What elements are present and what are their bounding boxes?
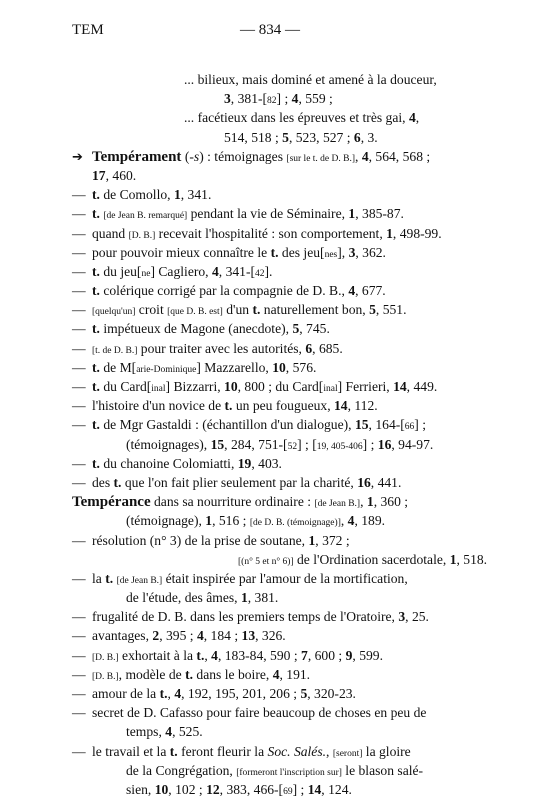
index-text: , 94-97. xyxy=(391,436,434,452)
volume-number: 14 xyxy=(393,379,407,394)
index-text: avantages, xyxy=(92,628,153,644)
index-text: la xyxy=(92,570,106,586)
index-text: , xyxy=(167,686,175,701)
volume-number: t. xyxy=(92,187,100,203)
volume-number: t. xyxy=(252,302,261,318)
dash-marker: — xyxy=(72,647,86,663)
index-line xyxy=(72,550,488,569)
index-text: (- xyxy=(181,148,194,164)
index-heading-line xyxy=(72,147,472,166)
dash-marker: — xyxy=(72,455,86,471)
index-text: recevait l'hospitalité : son comportement, xyxy=(155,225,387,241)
editorial-insertion: inal xyxy=(323,384,338,394)
dash-marker: — xyxy=(72,321,86,337)
index-line-text xyxy=(92,398,378,413)
index-text: de Mgr Gastaldi : (échantillon d'un dialogue), xyxy=(99,417,355,433)
index-text: , xyxy=(360,494,367,510)
index-text: , 326. xyxy=(255,628,286,644)
index-text: , 745. xyxy=(299,321,330,337)
volume-number: t. xyxy=(92,263,100,279)
index-subentry xyxy=(72,646,472,665)
volume-number: t. xyxy=(92,359,100,375)
volume-number: 1 xyxy=(240,590,248,606)
index-line-text xyxy=(92,379,437,394)
index-text: ]. xyxy=(264,263,273,279)
volume-number: 5 xyxy=(292,321,300,337)
volume-number: 4 xyxy=(165,724,173,740)
dash-marker: — xyxy=(72,187,86,203)
index-subentry xyxy=(72,281,472,300)
index-text: , 559 ; xyxy=(298,91,333,107)
dash-marker: — xyxy=(72,263,86,279)
index-text: (témoignage), xyxy=(126,513,206,529)
index-text: dans sa nourriture ordinaire : xyxy=(150,494,315,510)
index-line-text xyxy=(92,226,442,241)
index-text: , 403. xyxy=(251,455,282,471)
index-line xyxy=(72,511,472,530)
index-text: était inspirée par l'amour de la mortification, xyxy=(162,570,408,586)
volume-number: 1 xyxy=(348,206,356,222)
index-text: , 395 ; xyxy=(159,628,197,644)
index-line xyxy=(72,761,472,780)
index-text: , 551. xyxy=(375,302,407,318)
volume-number: 15 xyxy=(354,417,369,433)
volume-number: 4 xyxy=(211,647,218,663)
editorial-insertion: [quelqu'un] xyxy=(92,307,136,318)
index-text: de l'Ordination sacerdotale, xyxy=(293,551,450,567)
index-subentry xyxy=(72,358,472,377)
index-subentry xyxy=(72,473,472,492)
volume-number: 4 xyxy=(272,666,280,682)
volume-number: 4 xyxy=(348,283,356,299)
index-subentry xyxy=(72,185,472,204)
index-text: ... bilieux, mais dominé et amené à la douceur, xyxy=(184,72,437,87)
index-text: , 192, 195, 201, 206 ; xyxy=(181,686,301,701)
editorial-insertion: [sur le t. de D. B.] xyxy=(286,153,356,164)
editorial-insertion: arie-Dominique xyxy=(136,364,197,375)
volume-number: 2 xyxy=(152,628,160,644)
index-line xyxy=(72,89,472,108)
index-line-text xyxy=(92,264,272,279)
index-line-text xyxy=(92,648,383,663)
index-text: , 191. xyxy=(279,666,311,682)
editorial-insertion: [D. B.] xyxy=(128,230,156,241)
editorial-insertion: 42 xyxy=(255,268,265,279)
index-line-text xyxy=(92,628,286,643)
index-line xyxy=(72,108,472,127)
index-text: ] ; xyxy=(414,417,426,433)
index-line-text xyxy=(92,571,408,586)
dash-marker: — xyxy=(72,417,86,433)
index-text: feront fleurir la xyxy=(177,743,268,759)
index-line xyxy=(72,780,472,799)
index-text: du jeu[ xyxy=(99,263,142,279)
index-subentry xyxy=(72,665,472,684)
index-line xyxy=(72,435,472,454)
volume-number: 4 xyxy=(211,263,219,279)
index-text: , 800 ; du Card[ xyxy=(237,379,324,394)
index-text: , 685. xyxy=(312,340,343,356)
index-text: le blason salé- xyxy=(341,762,424,778)
dash-marker: — xyxy=(72,283,86,299)
index-text: amour de la xyxy=(92,686,160,701)
index-subentry xyxy=(72,703,472,722)
dash-marker: — xyxy=(72,628,86,644)
page-number: — 834 — xyxy=(240,22,300,38)
volume-number: 9 xyxy=(345,647,353,663)
index-line-text xyxy=(92,206,404,221)
volume-number: t. xyxy=(92,283,100,299)
index-text: de l'étude, des âmes, xyxy=(126,590,241,606)
volume-number: 4 xyxy=(347,513,355,529)
index-text: s xyxy=(193,148,200,164)
index-text: , 184 ; xyxy=(203,628,242,644)
editorial-insertion: ne xyxy=(141,268,151,279)
index-text: frugalité de D. B. dans les premiers temps de l'Oratoire, xyxy=(92,609,399,625)
index-text: la gloire xyxy=(362,743,411,759)
volume-number: 1 xyxy=(173,187,181,203)
index-text: , 372 ; xyxy=(315,532,350,548)
index-text: résolution (n° 3) de la prise de soutane, xyxy=(92,532,309,548)
index-text: le travail et la xyxy=(92,743,170,759)
index-text: des jeu[ xyxy=(278,244,325,260)
index-line xyxy=(72,588,472,607)
index-text: (témoignages), xyxy=(126,436,211,452)
volume-number: 6 xyxy=(305,340,313,356)
editorial-insertion: 69 xyxy=(283,786,293,797)
index-text: , 383, 466-[ xyxy=(219,781,284,797)
index-subentry xyxy=(72,569,472,588)
index-text: , xyxy=(355,148,362,164)
index-line-text xyxy=(92,456,282,471)
dash-marker: — xyxy=(72,379,86,394)
index-subentry xyxy=(72,531,472,550)
index-text: , 320-23. xyxy=(307,686,356,701)
volume-number: 3 xyxy=(398,609,406,625)
editorial-insertion: inal xyxy=(151,384,166,394)
index-text: , 518. xyxy=(456,551,488,567)
index-text: , 460. xyxy=(105,167,137,183)
index-text: naturellement bon, xyxy=(260,302,370,318)
editorial-insertion: [de Jean B. remarqué] xyxy=(103,211,188,222)
volume-number: 4 xyxy=(408,110,416,126)
volume-number: t. xyxy=(92,417,100,433)
index-text: pour pouvoir mieux connaître le xyxy=(92,244,271,260)
volume-number: 13 xyxy=(241,628,256,644)
dash-marker: — xyxy=(72,244,86,260)
index-text: , 341. xyxy=(180,187,212,203)
volume-number: 16 xyxy=(357,474,371,490)
volume-number: 4 xyxy=(291,91,299,107)
index-text: ] ; xyxy=(362,436,378,452)
volume-number: 4 xyxy=(174,686,182,701)
editorial-insertion: [de D. B. (témoignage)] xyxy=(249,518,341,529)
index-text: , 360 ; xyxy=(373,494,409,510)
index-text: ) : témoignages xyxy=(199,148,287,164)
index-line xyxy=(72,70,472,89)
volume-number: 1 xyxy=(366,494,374,510)
index-text: du Card[ xyxy=(99,379,152,394)
index-line-text xyxy=(92,744,411,759)
dash-marker: — xyxy=(72,340,86,356)
index-text: , 449. xyxy=(406,379,438,394)
volume-number: 6 xyxy=(353,129,361,145)
index-text: , 516 ; xyxy=(212,513,250,529)
volume-number: 4 xyxy=(196,628,204,644)
index-text: , 677. xyxy=(355,283,386,299)
index-subentry xyxy=(72,204,472,223)
volume-number: 10 xyxy=(154,781,169,797)
running-head: TEM xyxy=(72,22,104,38)
index-line-text xyxy=(92,321,330,336)
index-text: quand xyxy=(92,225,129,241)
index-text: de M[ xyxy=(99,359,137,375)
arrow-icon: ➔ xyxy=(72,149,83,165)
index-text: , 124. xyxy=(321,781,352,797)
index-text: , 102 ; xyxy=(168,781,207,797)
index-text: , 498-99. xyxy=(392,225,442,241)
index-subentry xyxy=(72,396,472,415)
volume-number: 1 xyxy=(449,551,457,567)
index-text: un peu fougueux, xyxy=(232,398,334,414)
index-text: sien, xyxy=(126,781,155,797)
index-text: , 3. xyxy=(360,129,378,145)
index-text: de Comollo, xyxy=(99,187,174,203)
index-text: des xyxy=(92,474,114,490)
volume-number: 5 xyxy=(300,686,308,701)
index-text: ] Mazzarello, xyxy=(196,359,273,375)
index-text: , 441. xyxy=(370,474,402,490)
editorial-insertion: nes xyxy=(324,249,338,260)
index-text: secret de D. Cafasso pour faire beaucoup de choses en peu de xyxy=(92,705,427,721)
volume-number: t. xyxy=(169,743,178,759)
index-subentry xyxy=(72,742,472,761)
dash-marker: — xyxy=(72,225,86,241)
editorial-insertion: [D. B.] xyxy=(92,671,119,682)
index-text: ] ; xyxy=(292,781,308,797)
dash-marker: — xyxy=(72,302,86,318)
index-text: , 381-[ xyxy=(230,91,268,107)
index-line-text xyxy=(92,283,386,298)
dash-marker: — xyxy=(72,532,86,548)
index-text: ] ; xyxy=(276,91,292,107)
editorial-insertion: [(n° 5 et n° 6)] xyxy=(238,556,294,567)
index-subentry xyxy=(72,415,472,434)
dash-marker: — xyxy=(72,206,86,222)
index-line-text xyxy=(92,360,316,375)
editorial-insertion: [D. B.] xyxy=(92,652,119,663)
index-text: ] Bizzarri, xyxy=(165,379,225,394)
index-subentry xyxy=(72,377,472,396)
index-text: , 25. xyxy=(405,609,429,625)
volume-number: t. xyxy=(92,379,100,394)
index-text: , 189. xyxy=(354,513,386,529)
index-text: , 381. xyxy=(247,590,279,606)
index-subentry xyxy=(72,339,472,358)
dash-marker: — xyxy=(72,686,86,701)
index-text: , 385-87. xyxy=(355,206,404,222)
dash-marker: — xyxy=(72,570,86,586)
index-line-text xyxy=(92,245,386,260)
index-line-text xyxy=(92,609,429,624)
volume-number: 5 xyxy=(282,129,289,145)
index-text: , xyxy=(415,110,420,126)
index-subentry xyxy=(72,607,472,626)
index-text: ] Ferrieri, xyxy=(337,379,394,394)
volume-number: t. xyxy=(92,321,100,337)
index-line xyxy=(72,722,472,741)
index-text: , xyxy=(340,513,348,529)
index-line-text xyxy=(92,667,310,682)
index-text: d'un xyxy=(222,302,253,318)
index-line xyxy=(72,166,472,185)
editorial-insertion: [de Jean B.] xyxy=(116,575,163,586)
index-text: ] Cagliero, xyxy=(150,263,212,279)
index-text: , 576. xyxy=(285,359,317,375)
volume-number: 1 xyxy=(205,513,213,529)
index-text: de la Congrégation, xyxy=(126,762,237,778)
dash-marker: — xyxy=(72,666,86,682)
index-line-text xyxy=(92,302,406,317)
editorial-insertion: 19, 405-406 xyxy=(316,441,363,452)
volume-number: t. xyxy=(92,455,100,471)
index-text: , 164-[ xyxy=(368,417,405,433)
volume-number: t. xyxy=(105,570,114,586)
volume-number: 14 xyxy=(334,398,348,414)
index-line-text xyxy=(92,533,350,548)
volume-number: t. xyxy=(185,666,194,682)
volume-number: 14 xyxy=(307,781,322,797)
editorial-insertion: 66 xyxy=(404,422,415,433)
index-subentry xyxy=(72,243,472,262)
index-subentry xyxy=(72,319,472,338)
index-text: impétueux de Magone (anecdote), xyxy=(99,321,293,337)
index-text: pour traiter avec les autorités, xyxy=(137,340,306,356)
volume-number: 4 xyxy=(361,148,369,164)
index-text: colérique corrigé par la compagnie de D. B., xyxy=(99,283,349,299)
dash-marker: — xyxy=(72,359,86,375)
index-line-text xyxy=(92,475,401,490)
volume-number: 12 xyxy=(206,781,220,797)
index-text: que l'on fait plier seulement par la charité, xyxy=(121,474,358,490)
volume-number: t. xyxy=(113,474,122,490)
index-text: ... facétieux dans les épreuves et très gai, xyxy=(184,110,409,126)
dash-marker: — xyxy=(72,743,86,759)
index-line-text xyxy=(92,341,343,356)
index-text: , modèle de xyxy=(118,666,186,682)
volume-number: 10 xyxy=(224,379,238,394)
index-text: , 284, 751-[ xyxy=(224,436,288,452)
dash-marker: — xyxy=(72,705,86,721)
index-subentry xyxy=(72,262,472,281)
volume-number: 3 xyxy=(224,91,231,107)
volume-number: 1 xyxy=(386,225,393,241)
index-text: , 600 ; xyxy=(307,647,346,663)
volume-number: 3 xyxy=(348,244,356,260)
index-text: , 341-[ xyxy=(218,263,256,279)
index-text: , xyxy=(204,647,212,663)
volume-number: t. xyxy=(224,398,233,414)
index-text: l'histoire d'un novice de xyxy=(92,398,225,414)
index-text: exhortait à la xyxy=(118,647,197,663)
volume-number: 1 xyxy=(308,532,316,548)
volume-number: 7 xyxy=(301,647,308,663)
volume-number: 17 xyxy=(92,167,106,183)
volume-number: t. xyxy=(270,244,279,260)
index-headword: Tempérance xyxy=(72,494,151,511)
volume-number: 19 xyxy=(237,455,252,471)
dash-marker: — xyxy=(72,398,86,414)
index-text: Soc. Salés. xyxy=(267,743,327,759)
index-text: ] ; [ xyxy=(297,436,317,452)
editorial-insertion: [de Jean B.] xyxy=(314,499,361,510)
index-subentry xyxy=(72,626,472,645)
index-text: temps, xyxy=(126,724,166,740)
index-text: , 183-84, 590 ; xyxy=(217,647,302,663)
index-line-text xyxy=(92,417,426,432)
volume-number: t. xyxy=(196,647,205,663)
volume-number: 10 xyxy=(272,359,286,375)
editorial-insertion: [seront] xyxy=(332,748,363,759)
index-subentry xyxy=(72,300,472,319)
index-text: , 564, 568 ; xyxy=(368,148,431,164)
editorial-insertion: [que D. B. est] xyxy=(167,307,223,318)
volume-number: 15 xyxy=(210,436,225,452)
index-text: , 362. xyxy=(355,244,386,260)
index-heading-line xyxy=(72,492,472,511)
index-text: du chanoine Colomiatti, xyxy=(99,455,238,471)
dash-marker: — xyxy=(72,474,86,490)
index-subentry xyxy=(72,224,472,243)
volume-number: 5 xyxy=(369,302,376,318)
editorial-insertion: [t. de D. B.] xyxy=(92,345,138,356)
index-text: ], xyxy=(337,244,349,260)
index-text: 514, 518 ; xyxy=(224,129,283,145)
index-text: , 112. xyxy=(347,398,378,414)
index-text: pendant la vie de Séminaire, xyxy=(187,206,349,222)
index-headword: Tempérament xyxy=(92,148,182,165)
index-entries xyxy=(72,70,488,799)
index-subentry xyxy=(72,684,472,703)
volume-number: t. xyxy=(159,686,168,701)
volume-number: t. xyxy=(92,206,100,222)
index-text: , 525. xyxy=(172,724,203,740)
index-line-text xyxy=(92,149,430,164)
index-text: , 599. xyxy=(352,647,383,663)
index-text: dans le boire, xyxy=(193,666,273,682)
editorial-insertion: [formeront l'inscription sur] xyxy=(236,767,342,778)
index-subentry xyxy=(72,454,472,473)
editorial-insertion: 52 xyxy=(287,441,298,452)
index-text: , xyxy=(326,743,333,759)
index-line-text xyxy=(92,187,211,202)
volume-number: 16 xyxy=(377,436,392,452)
index-line xyxy=(72,128,472,147)
index-text: , 523, 527 ; xyxy=(288,129,354,145)
index-text: croit xyxy=(135,302,168,318)
dash-marker: — xyxy=(72,609,86,625)
index-line-text xyxy=(92,705,426,720)
editorial-insertion: 82 xyxy=(267,96,277,107)
index-line-text xyxy=(92,686,356,701)
